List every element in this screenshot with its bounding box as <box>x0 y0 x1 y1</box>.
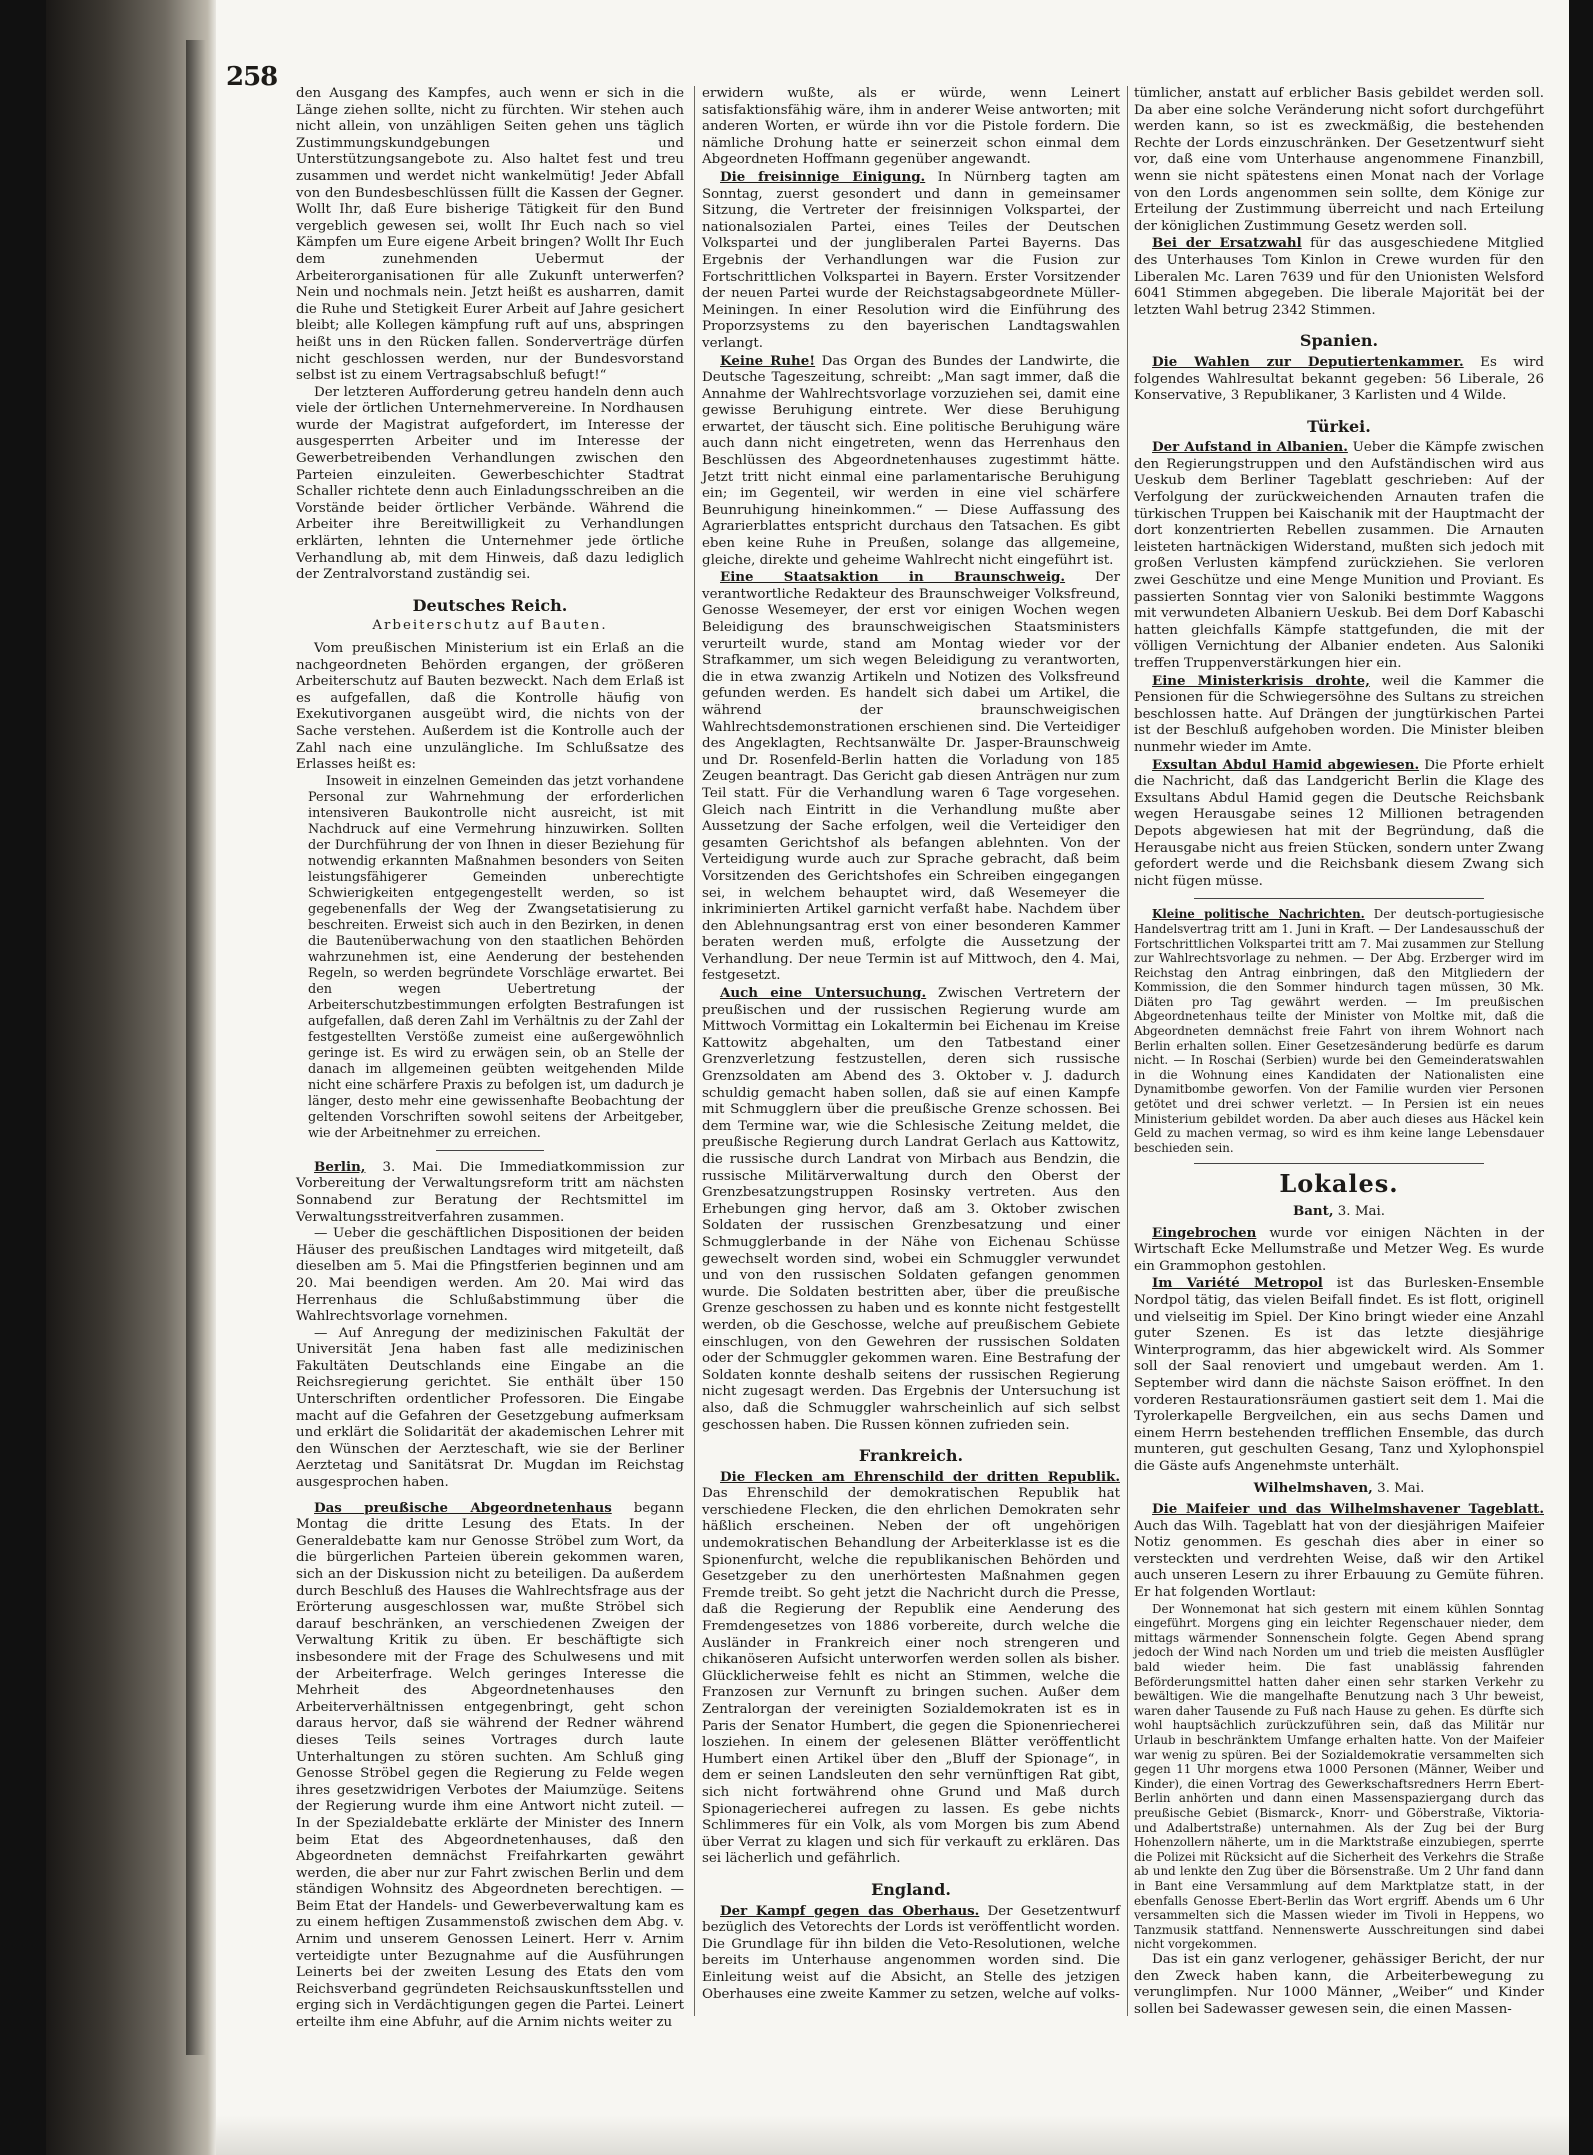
paragraph-text: Der verantwortliche Redakteur des Braunschweiger Volksfreund, Genosse Wesemeyer, der erst vor einigen Wochen wegen Beleidigung des braunschweigischen Staatsministers verurteilt wurde, stand am Montag wieder vor der Strafkammer, um sich wegen Beleidigung zu verantworten, die in etwa zwanzig Artikeln und Notizen des Volksfreund gefunden werden. Es handelt sich dabei um Artikel, die während der braunschweigischen Wahlrechtsdemonstrationen erschienen sind. Die Verteidiger des Angeklagten, Rechtsanwälte Dr. Jasper-Braunschweig und Dr. Rosenfeld-Berlin hatten die Vorladung von 185 Zeugen beantragt. Das Gericht gab diesen Anträgen nur zum Teil statt. Für die Verhandlung waren 6 Tage vorgesehen. Gleich nach Eintritt in die Verhandlung mußte aber Aussetzung der Sache erfolgen, weil die Verteidiger den gesamten Gerichtshof als befangen ablehnten. Von der Verteidigung wurde auch zur Sprache gebracht, daß beim Vorsitzenden des Gerichtshofes ein Schreiben eingegangen sei, in welchem behauptet wird, daß Wesemeyer die inkriminierten Artikel garnicht verfaßt habe. Nachdem über den Ablehnungsantrag erst von einer besonderen Kammer beraten werden muß, erfolgte die Aussetzung der Verhandlung. Der neue Termin ist auf Mittwoch, den 4. Mai, festgesetzt. <box>702 570 1120 984</box>
page-number: 258 <box>226 62 278 92</box>
paragraph-text: Ueber die Kämpfe zwischen den Regierungstruppen und den Aufständischen wird aus Ueskub dem Berliner Tageblatt geschrieben: Auf der Verfolgung der zurückweichenden Arnauten trafen die türkischen Truppen bei Kaischanik mit der Hauptmacht der dort konzentrierten Rebellen zusammen. Die Arnauten leisteten hartnäckigen Widerstand, mußten sich jedoch mit großen Verlusten kämpfend zurückziehen. Sie verloren zwei Geschütze und eine Menge Munition und Proviant. Es passierten Sonntag vier von Saloniki bestimmte Waggons mit verwundeten Albaniern Ueskub. Bei dem Dorf Kabaschi hatten gleichfalls Kämpfe stattgefunden, die mit der völligen Vernichtung der Albanier endeten. Aus Saloniki treffen Truppenverstärkungen hier ein. <box>1134 440 1544 671</box>
section-heading: Frankreich. <box>858 1446 964 1466</box>
section-heading: Deutsches Reich. <box>412 595 568 615</box>
article-subheading: Arbeiterschutz auf Bauten. <box>372 618 608 634</box>
paragraph-text: weil die Kammer die Pensionen für die Schwiegersöhne des Sultans zu streichen beschlossen hatte. Auf Drängen der jungtürkischen Partei ist der Beschluß aufgehoben worden. Die Minister bleiben nunmehr wieder im Amte. <box>1134 673 1544 755</box>
spacer <box>296 1492 684 1500</box>
decree-quote: Insoweit in einzelnen Gemeinden das jetzt vorhandene Personal zur Wahrnehmung der erforderlichen intensiveren Baukontrolle nicht ausreicht, ist mit Nachdruck auf eine Vermehrung hinzuwirken. Sollten der Durchführung der von Ihnen in dieser Beziehung für notwendig erkannten Maßnahmen besonders von Seiten leistungsfähigerer Gemeinden unberechtigte Schwierigkeiten entgegengestellt werden, so ist gegebenenfalls der Weg der Zwangsetatisierung zu beschreiten. Erweist sich auch in den Bezirken, in denen die Bautenüberwachung von den staatlichen Behörden wahrzunehmen ist, eine Aenderung der bestehenden Regeln, so werden begründete Vorschläge erwartet. Bei den wegen Uebertretung der Arbeiterschutzbestimmungen erfolgten Bestrafungen ist aufgefallen, daß deren Zahl im Verhältnis zu der Zahl der festgestellten Verstöße zumeist eine außergewöhnlich geringe ist. Es wird zu erwägen sein, ob an Stelle der danach im allgemeinen geübten weitgehenden Milde nicht eine schärfere Praxis zu befolgen ist, um dadurch je länger, desto mehr eine gewissenhafte Beobachtung der geltenden Vorschriften sowohl seitens der Arbeitgeber, wie der Arbeitnehmer zu erreichen. <box>308 773 684 1141</box>
column-1 <box>296 86 684 2031</box>
article-lead: Die Flecken am Ehrenschild der dritten Republik. <box>720 1468 1120 1485</box>
article-lead: Keine Ruhe! <box>720 352 816 369</box>
article-lead: Die Maifeier und das Wilhelmshavener Tageblatt. <box>1152 1501 1544 1518</box>
column-rule <box>694 86 695 2016</box>
section-heading: England. <box>871 1879 951 1899</box>
paragraph-text: Auch das Wilh. Tageblatt hat von der diesjährigen Maifeier Notiz genommen. Es geschah dies aber in einer so versteckten und verdrehten Weise, daß wir den Artikel auch unseren Lesern zu ihrer Erbauung zu Gemüte führen. Er hat folgenden Wortlaut: <box>1134 1518 1544 1601</box>
paragraph-text: wurde vor einigen Nächten in der Wirtschaft Ecke Mellumstraße und Metzer Weg. Es wurde ein Grammophon gestohlen. <box>1134 1225 1544 1274</box>
dateline <box>1134 1480 1544 1498</box>
paragraph: Das ist ein ganz verlogener, gehässiger Bericht, der nur den Zweck haben kann, die Arbeiterbewegung zu verunglimpfen. Nur 1000 Männer, „Weiber“ und Kinder sollen bei Sadewasser gewesen sein, die einen Massen- <box>1134 1951 1544 2017</box>
paragraph-text: begann Montag die dritte Lesung des Etats. In der Generaldebatte kam nur Genosse Ströbel zum Wort, da die bürgerlichen Parteien überein gekommen waren, sich an der Diskussion nicht zu beteiligen. Da außerdem durch Beschluß des Hauses die Wahlrechtsfrage aus der Erörterung ausgeschlossen war, mußte Ströbel sich darauf beschränken, an verschiedenen Zweigen der Verwaltung Kritik zu üben. Er beschäftigte sich insbesondere mit der Frage des Schulwesens und mit der Arbeiterfrage. Welch geringes Interesse die Mehrheit des Abgeordnetenhauses den Arbeiterverhältnissen entgegenbringt, geht schon daraus hervor, daß sie während der Redner während dieses Teils seines Vortrages durch laute Unterhaltungen zu stören suchten. Am Schluß ging Genosse Ströbel gegen die Regierung zu Felde wegen ihres gesetzwidrigen Verbotes der Maiumzüge. Seitens der Regierung wurde ihm eine Antwort nicht zuteil. — In der Spezialdebatte erklärte der Minister des Innern beim Etat des Abgeordnetenhauses, daß den Abgeordneten demnächst Freifahrkarten gewährt werden, die aber nur zur Fahrt zwischen Berlin und dem ständigen Wohnsitz des Abgeordneten berechtigen. — Beim Etat der Handels- und Gewerbeverwaltung kam es zu einem heftigen Zusammenstoß zwischen dem Abg. v. Arnim und unserem Genossen Leinert. Herr v. Arnim verteidigte unter Bezugnahme auf die Ausführungen Leinerts bei der zweiten Lesung des Etats den vom Reichsverband gegründeten Reichsauskunftsstellen und erging sich in Verdächtigungen gegen die Partei. Leinert erteilte ihm eine Abfuhr, auf die Arnim nichts weiter zu <box>296 1500 684 2031</box>
article-lead: Der Kampf gegen das Oberhaus. <box>720 1902 980 1919</box>
book-binding <box>0 0 46 2155</box>
divider <box>1194 1163 1484 1164</box>
divider <box>436 1150 544 1151</box>
paragraph <box>1134 354 1544 405</box>
paragraph: erwidern wußte, als er würde, wenn Leinert satisfaktionsfähig wäre, ihm in anderer Weise antworten; mit anderen Worten, er würde ihn vor die Pistole fordern. Die nämliche Drohung hatte er seinerzeit schon einmal dem Abgeordneten Hoffmann gegenüber angewandt. <box>702 86 1120 168</box>
paragraph: — Auf Anregung der medizinischen Fakultät der Universität Jena haben fast alle medizinischen Fakultäten Deutschlands eine Eingabe an die Reichsregierung gerichtet. Sie enthält über 150 Unterschriften ordentlicher Professoren. Die Eingabe macht auf die Gefahren der Gesetzgebung aufmerksam und erklärt die Solidarität der akademischen Lehrer mit den Wünschen der Aerzteschaft, wie sie der Berliner Aerztetag und Sanitätsrat Dr. Mugdan im Reichstag ausgesprochen haben. <box>296 1325 684 1491</box>
date: 3. Mai. <box>1377 1480 1425 1496</box>
paragraph-text: 3. Mai. Die Immediatkommission zur Vorbereitung der Verwaltungsreform tritt am nächsten Sonnabend zur Beratung der Rechtsmittel im Verwaltungsstreitverfahren zusammen. <box>296 1159 684 1225</box>
date: 3. Mai. <box>1337 1204 1386 1219</box>
paragraph <box>1134 1225 1544 1276</box>
paragraph-text: Das Ehrenschild der demokratischen Republik hat verschiedene Flecken, die den ehrlichen Demokraten sehr häßlich erscheinen. Neben der oft ungehörigen undemokratischen Behandlung der Arbeiterklasse ist es die Spionenfurcht, welche die republikanischen Behörden und Gesetzgeber zu den unerhörtesten Maßnahmen gegen Fremde treibt. So geht jetzt die Nachricht durch die Presse, daß die Regierung der Republik eine Aenderung des Fremdengesetzes von 1886 vorbereite, durch welche die Ausländer in Frankreich einer noch strengeren und chikanöseren Aufsicht unterworfen werden sollen als bisher. Glücklicherweise fehlt es nicht an Stimmen, welche die Franzosen zur Vernunft zu bringen suchen. Außer dem Zentralorgan der vereinigten Sozialdemokraten ist es in Paris der Senator Humbert, die gegen die Spionenriecherei losziehen. In einem der gelesenen Blätter veröffentlicht Humbert einen Artikel über den „Bluff der Spionage“, in dem er seinen Landsleuten den sehr vernünftigen Rat gibt, sich nicht fortwährend ohne Grund und Maß durch Spionageriecherei aufregen zu lassen. Es gebe nichts Schlimmeres für ein Volk, als vom Morgen bis zum Abend über Verrat zu klagen und sich für verkauft zu erklären. Das sei lächerlich und gefährlich. <box>702 1486 1120 1867</box>
dateline <box>1134 1203 1544 1221</box>
quoted-report: Der Wonnemonat hat sich gestern mit einem kühlen Sonntag eingeführt. Morgens ging ein leichter Regenschauer nieder, dem mittags wärmender Sonnenschein folgte. Gegen Abend sprang jedoch der Wind nach Norden um und trieb die meisten Ausflügler bald wieder heim. Die fast unablässig fahrenden Beförderungsmittel hatten daher einen sehr starken Verkehr zu bewältigen. Wie die mangelhafte Benutzung nach 3 Uhr beweist, waren daher Tausende zu Fuß nach Hause zu gehen. Es dürfte sich wohl hauptsächlich zurückzuführen sein, daß das Militär nur Urlaub in beschränktem Umfange erhalten hatte. Von der Maifeier war wenig zu spüren. Bei der Sozialdemokratie versammelten sich gegen 11 Uhr morgens etwa 1000 Personen (Männer, Weiber und Kinder), die einen Vortrag des Gewerkschaftsredners Herrn Ebert-Berlin anhörten und dann einen Massenspaziergang durch das preußische Gebiet (Bismarck-, Knorr- und Göberstraße, Viktoria- und Adalbertstraße) unternahmen. Als der Zug bei der Burg Hohenzollern näherte, um in die Marktstraße einzubiegen, sperrte die Polizei mit Rücksicht auf die Sicherheit des Verkehrs die Straße ab und lenkte den Zug über die Börsenstraße. Um 2 Uhr fand dann in Bant eine Versammlung auf dem Marktplatze statt, in der ebenfalls Genosse Ebert-Berlin das Wort ergriff. Abends um 6 Uhr versammelten sich die Massen wieder im Tivoli in Heppens, wo Tanzmusik stattfand. Nennenswerte Ausschreitungen sind dabei nicht vorgekommen. <box>1134 1601 1544 1952</box>
paragraph-text: Der deutsch-portugiesische Handelsvertrag tritt am 1. Juni in Kraft. — Der Landesausschuß der Fortschrittlichen Volkspartei tritt am 7. Mai zusammen zur Stellung zur Wahlrechtsvorlage zu nehmen. — Der Abg. Erzberger wird im Reichstag den Antrag einbringen, daß den Mitgliedern der Kommission, die den Sommer hindurch tagen müssen, 30 Mk. Diäten pro Tag gewährt werden. — Im preußischen Abgeordnetenhaus teilte der Minister von Moltke mit, daß die Abgeordneten demnächst freie Fahrt von ihrem Wohnort nach Berlin erhalten sollen. Einer Gesetzesänderung bedürfe es darum nicht. — In Roschai (Serbien) wurde bei den Gemeinderatswahlen in die Wohnung eines Kandidaten der Nationalisten eine Dynamitbombe geworfen. Von der Familie wurden vier Personen getötet und drei schwer verletzt. — In Persien ist ein neues Ministerium gebildet worden. Da aber auch dieses aus Häckel kein Geld zu machen vermag, so wird es ihm keine lange Lebensdauer beschieden sein. <box>1134 907 1545 1155</box>
paragraph-text: für das ausgeschiedene Mitglied des Unterhauses Tom Kinlon in Crewe wurden für den Liberalen Mc. Laren 7639 und für den Unionisten Welsford 6041 Stimmen abgegeben. Die liberale Majorität bei der letzten Wahl betrug 2342 Stimmen. <box>1134 236 1544 318</box>
paragraph <box>296 1159 684 1226</box>
paragraph <box>702 353 1120 570</box>
paragraph <box>702 1903 1120 2004</box>
paragraph-text: In Nürnberg tagten am Sonntag, zuerst gesondert und dann in gemeinsamer Sitzung, die Vertreter der freisinnigen Volkspartei, der nationalsozialen Partei, eines Teiles der Deutschen Volkspartei und der jungliberalen Partei Bayerns. Das Ergebnis der Verhandlungen war die Fusion zur Fortschrittlichen Volkspartei in Bayern. Erster Vorsitzender der neuen Partei wurde der Reichstagsabgeordnete Müller-Meiningen. In einer Resolution wird die Einführung des Proporzsystems zu den bayerischen Landtagswahlen verlangt. <box>702 169 1120 351</box>
paragraph-text: Zwischen Vertretern der preußischen und der russischen Regierung wurde am Mittwoch Vormittag ein Lokaltermin bei Eichenau im Kreise Kattowitz abgehalten, um den Tatbestand einer Grenzverletzung festzustellen, deren sich russische Grenzsoldaten am Abend des 3. Oktober v. J. dadurch schuldig gemacht haben sollen, daß sie auf einen Kampfe mit Schmugglern über die preußische Grenze schossen. Bei dem Termine war, wie die Schlesische Zeitung meldet, die preußische Regierung durch Landrat Gerlach aus Kattowitz, die russische durch Landrat von Mirbach aus Bendzin, die russische Militärverwaltung durch den Oberst der Grenzbesatzungstruppen Rosinsky vertreten. Aus den Erhebungen ging hervor, daß am 3. Oktober zwischen Soldaten der russischen Grenzbesatzung und einer Schmugglerbande in der Nähe von Eichenau Schüsse gewechselt worden sind, wobei ein Schmuggler verwundet und von den russischen Soldaten gefangen genommen wurde. Die Soldaten bestritten aber, über die preußische Grenze geschossen zu haben und es konnte nicht festgestellt werden, ob die Geschosse, welche auf preußischem Gebiete einschlugen, von den Gewehren der russischen Soldaten oder der Schmuggler gekommen waren. Eine Bestrafung der Soldaten konnte deshalb seitens der russischen Regierung nicht zugesagt werden. Das Ergebnis der Untersuchung ist also, daß die Schmuggler wahrscheinlich auf sich selbst geschossen haben. Die Russen können zufrieden sein. <box>702 986 1120 1433</box>
paragraph <box>1134 439 1544 672</box>
article-lead: Das preußische Abgeordnetenhaus <box>314 1499 612 1516</box>
column-2 <box>702 86 1120 2006</box>
paragraph <box>702 169 1120 353</box>
paragraph <box>702 569 1120 985</box>
paragraph <box>1134 1501 1544 1602</box>
paragraph-text: Der Gesetzentwurf bezüglich des Vetorechts der Lords ist veröffentlicht worden. Die Grundlage für ihn bilden die Veto-Resolutionen, welche bereits im Unterhause angenommen worden sind. Die Einleitung weist auf die Absicht, an Stelle des jetzigen Oberhauses eine zweite Kammer zu setzen, welche auf volks- <box>702 1903 1120 2002</box>
paragraph <box>702 1469 1120 1868</box>
paragraph <box>296 1500 684 2032</box>
section-heading-lokales: Lokales. <box>1279 1169 1399 1199</box>
column-3 <box>1134 86 1545 2017</box>
dateline: Berlin, <box>314 1158 366 1175</box>
section-heading: Spanien. <box>1299 331 1379 351</box>
place-name: Bant, <box>1292 1203 1334 1219</box>
paragraph-text: Das Organ des Bundes der Landwirte, die Deutsche Tageszeitung, schreibt: „Man sagt immer, daß die Annahme der Wahlrechtsvorlage vorzuziehen sei, damit eine gewisse Beruhigung eintrete. Wer diese Beruhigung erwartet, der täuscht sich. Eine politische Beruhigung wäre auch dann nicht eingetreten, wenn das Herrenhaus den Beschlüssen des Abgeordnetenhauses zugestimmt hätte. Jetzt tritt nicht einmal eine parlamentarische Beruhigung ein; im Gegenteil, wir werden in eine viel schärfere Beunruhigung hineinkommen.“ — Diese Auffassung des Agrarierblattes entspricht durchaus den Tatsachen. Es gibt eben keine Ruhe in Preußen, solange das allgemeine, gleiche, direkte und geheime Wahlrecht nicht eingeführt ist. <box>702 353 1120 568</box>
paragraph: Der letzteren Aufforderung getreu handeln denn auch viele der örtlichen Unternehmervereine. In Nordhausen wurde der Magistrat aufgefordert, im Interesse der ausgesperrten Arbeiter und im Interesse der Gewerbetreibenden Verhandlungen zwischen den Parteien einzuleiten. Gewerbeschichter Stadtrat Schaller richtete denn auch Einladungsschreiben an die Vorstände beider örtlicher Verbände. Während die Arbeiter ihre Bereitwilligkeit zu Verhandlungen erklärten, lehnten die Unternehmer jede örtliche Verhandlung ab, mit dem Hinweis, daß dazu lediglich der Zentralvorstand zuständig sei. <box>296 384 684 583</box>
paragraph-text: ist das Burlesken-Ensemble Nordpol tätig, das vielen Beifall findet. Es ist flott, originell und vielseitig im Spiel. Der Kino bringt wieder eine Anzahl guter Szenen. Es ist das letzte diesjährige Winterprogramm, das hier abgewickelt wird. Als Sommer soll der Saal renoviert und umgebaut werden. Am 1. September wird dann die nächste Saison eröffnet. In den vorderen Restaurationsräumen gastiert seit dem 1. Mai die Tyrolerkapelle Bergveilchen, ein aus sechs Damen und einem Herrn bestehenden trefflichen Ensemble, das durch munteren, gut geschulten Gesang, Tanz und Xylophonspiel die Gäste aufs Angenehmste unterhält. <box>1134 1276 1545 1474</box>
article-lead: Bei der Ersatzwahl <box>1152 235 1302 252</box>
paragraph <box>1134 757 1544 891</box>
article-lead: Auch eine Untersuchung. <box>720 985 927 1002</box>
article-lead: Eine Staatsaktion in Braunschweig. <box>720 569 1066 586</box>
page-bottom-shadow <box>216 2115 1569 2155</box>
binding-shadow <box>186 40 206 2055</box>
paragraph: Vom preußischen Ministerium ist ein Erlaß an die nachgeordneten Behörden ergangen, der größeren Arbeiterschutz auf Bauten bezweckt. Nach dem Erlaß ist es aufgefallen, daß die Kontrolle häufig von Exekutivorganen ausgeübt wird, die nichts von der Sache verstehen. Außerdem ist die Kontrolle auch der Zahl nach eine unzulängliche. Im Schlußsatze des Erlasses heißt es: <box>296 641 684 773</box>
article-lead: Der Aufstand in Albanien. <box>1152 439 1348 456</box>
article-lead: Eine Ministerkrisis drohte, <box>1152 672 1370 689</box>
article-lead: Eingebrochen <box>1152 1224 1257 1241</box>
scan-edge <box>1569 0 1593 2155</box>
article-lead: Kleine politische Nachrichten. <box>1152 907 1365 922</box>
article-lead: Im Variété Metropol <box>1152 1275 1323 1292</box>
paragraph <box>1134 1275 1544 1475</box>
place-name: Wilhelmshaven, <box>1253 1479 1373 1496</box>
article-lead: Die freisinnige Einigung. <box>720 168 926 185</box>
paragraph-text: Es wird folgendes Wahlresultat bekannt gegeben: 56 Liberale, 26 Konservative, 3 Republikaner, 3 Karlisten und 4 Wilde. <box>1134 354 1545 404</box>
section-heading: Türkei. <box>1307 416 1371 436</box>
column-rule <box>1127 86 1128 2016</box>
paragraph <box>1134 235 1544 319</box>
paragraph-text: Die Pforte erhielt die Nachricht, daß das Landgericht Berlin die Klage des Exsultans Abdul Hamid gegen die Deutsche Reichsbank wegen Herausgabe seines 12 Millionen betragenden Depots abgewiesen hat mit der Begründung, daß die Herausgabe nicht aus freien Stücken, sondern unter Zwang gefordert werde und die Reichsbank diesem Zwang sich nicht fügen müsse. <box>1134 757 1544 889</box>
paragraph <box>1134 907 1544 1155</box>
paragraph <box>702 985 1120 1434</box>
paragraph: den Ausgang des Kampfes, auch wenn er sich in die Länge ziehen sollte, nicht zu fürchten. Wir stehen auch nicht allein, von unzähligen Seiten gehen uns täglich Zustimmungskundgebungen und Unterstützungsangebote zu. Also haltet fest und treu zusammen und werdet nicht wankelmütig! Jeder Abfall von den Bundesbeschlüssen füllt die Kassen der Gegner. Wollt Ihr, daß Eure bisherige Tätigkeit für den Bund vergeblich gewesen sei, wollt Ihr Euch nach so viel Kämpfen um Eure eigene Arbeit bringen? Wollt Ihr Euch dem zunehmenden Uebermut der Arbeiterorganisationen für alle Zukunft unterwerfen? Nein und nochmals nein. Jetzt heißt es ausharren, damit die Ruhe und Stetigkeit Eurer Arbeit auf Jahre gesichert bleibt; alle Kollegen kämpfung ruft auf uns, abspringen heißt uns in den Rücken fallen. Sonderverträge dürfen nicht geschlossen werden, nur der Bundesvorstand selbst ist zu einem Vertragsabschluß befugt!“ <box>296 86 684 384</box>
paragraph: — Ueber die geschäftlichen Dispositionen der beiden Häuser des preußischen Landtages wird mitgeteilt, daß dieselben am 5. Mai die Pfingstferien beginnen und am 20. Mai beendigen werden. Am 20. Mai wird das Herrenhaus die Schlußabstimmung über die Wahlrechtsvorlage vornehmen. <box>296 1226 684 1325</box>
article-lead: Exsultan Abdul Hamid abgewiesen. <box>1152 756 1420 773</box>
paragraph: tümlicher, anstatt auf erblicher Basis gebildet werden soll. Da aber eine solche Veränderung nicht sofort durchgeführt werden kann, so ist es zweckmäßig, die bestehenden Rechte der Lords einzuschränken. Der Gesetzentwurf sieht vor, daß eine vom Unterhause angenommene Finanzbill, wenn sie nicht spätestens einen Monat nach der Vorlage von den Lords angenommen sein sollte, dem Könige zur Erteilung der Zustimmung überreicht und nach Erteilung der königlichen Zustimmung Gesetz werden soll. <box>1134 86 1544 234</box>
paragraph <box>1134 673 1544 757</box>
article-lead: Die Wahlen zur Deputiertenkammer. <box>1152 353 1464 370</box>
divider <box>1194 898 1484 899</box>
